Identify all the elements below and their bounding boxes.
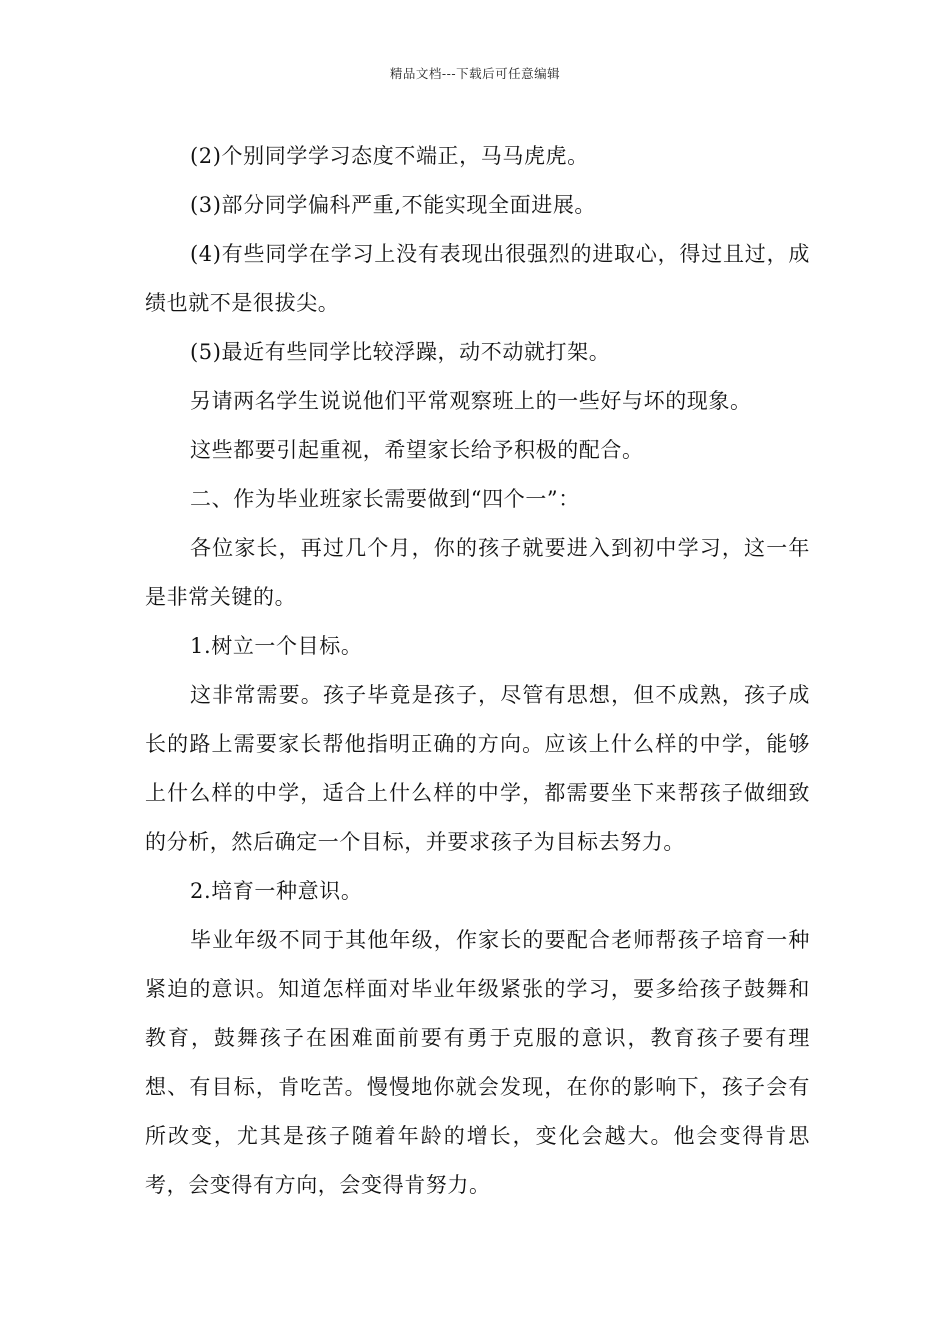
document-body	[145, 132, 810, 1210]
paragraph: (5)最近有些同学比较浮躁，动不动就打架。	[190, 340, 611, 364]
paragraph: (3)部分同学偏科严重,不能实现全面进展。	[190, 193, 597, 217]
subheading: 1.树立一个目标。	[190, 634, 363, 658]
paragraph: (2)个别同学学习态度不端正，马马虎虎。	[190, 144, 589, 168]
paragraph: (4)有些同学在学习上没有表现出很强烈的进取心，得过且过，成绩也就不是很拔尖。	[145, 242, 810, 315]
paragraph: 各位家长，再过几个月，你的孩子就要进入到初中学习，这一年是非常关键的。	[145, 536, 810, 609]
paragraph: 这非常需要。孩子毕竟是孩子，尽管有思想，但不成熟，孩子成长的路上需要家长帮他指明正确的方向。应该上什么样的中学，能够上什么样的中学，适合上什么样的中学，都需要坐下来帮孩子做细致的分析，然后确定一个目标，并要求孩子为目标去努力。	[145, 683, 810, 854]
subheading: 2.培育一种意识。	[190, 879, 363, 903]
paragraph: 这些都要引起重视，希望家长给予积极的配合。	[190, 438, 644, 462]
paragraph: 毕业年级不同于其他年级，作家长的要配合老师帮孩子培育一种紧迫的意识。知道怎样面对毕业年级紧张的学习，要多给孩子鼓舞和教育，鼓舞孩子在困难面前要有勇于克服的意识，教育孩子要有理想、有目标，肯吃苦。慢慢地你就会发现，在你的影响下，孩子会有所改变，尤其是孩子随着年龄的增长，变化会越大。他会变得肯思考，会变得有方向，会变得肯努力。	[145, 928, 810, 1197]
page-header: 精品文档---下载后可任意编辑	[389, 66, 561, 81]
paragraph: 另请两名学生说说他们平常观察班上的一些好与坏的现象。	[190, 389, 752, 413]
section-heading: 二、作为毕业班家长需要做到“四个一”：	[190, 487, 580, 511]
